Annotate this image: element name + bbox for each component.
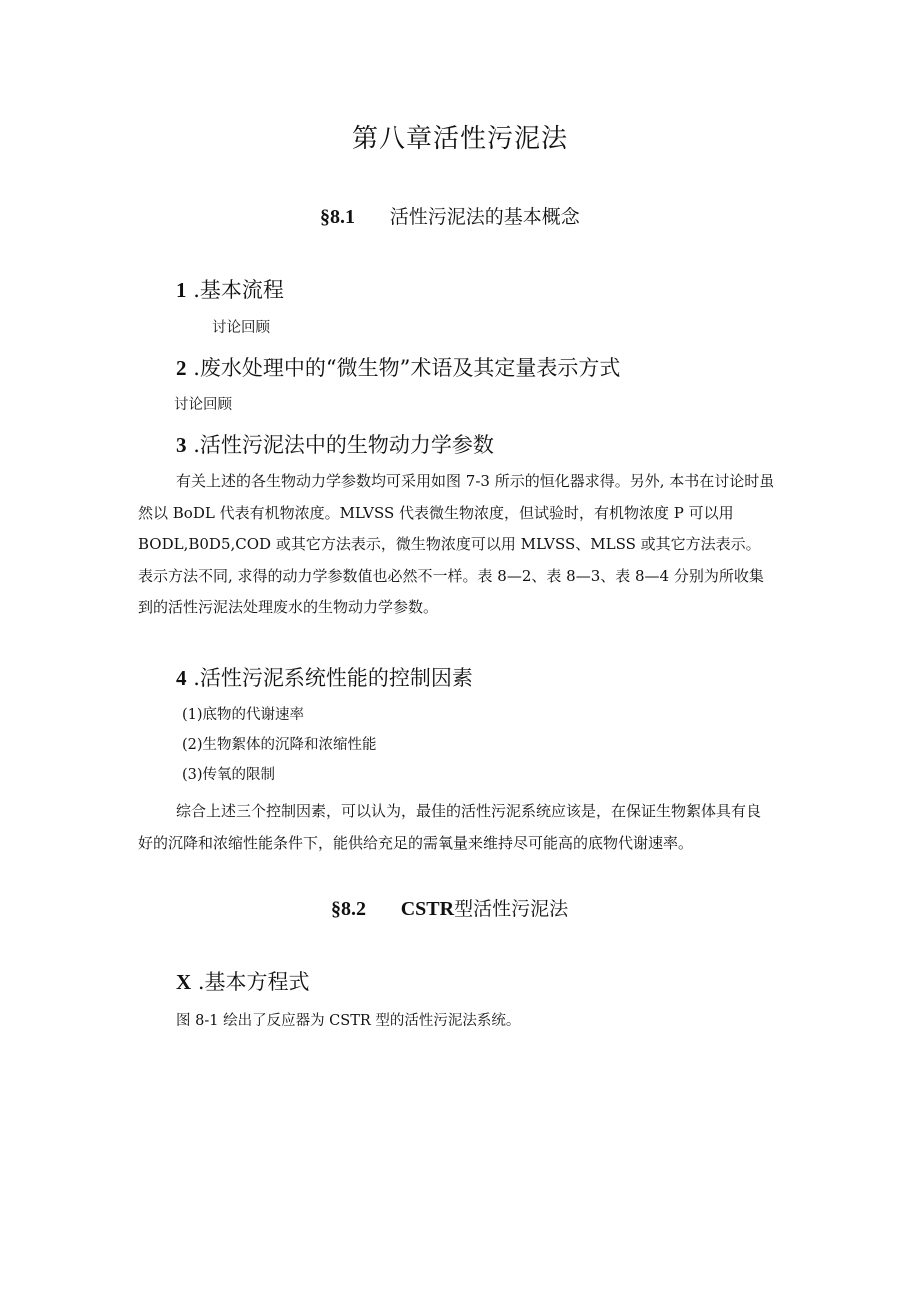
heading-number: 1 [176, 278, 187, 302]
heading-title: .基本流程 [193, 278, 284, 302]
paragraph-line: 表示方法不同, 求得的动力学参数值也必然不一样。表 8—2、表 8—3、表 8—4 分别为所收集 [138, 566, 764, 585]
section-title: 活性污泥法的基本概念 [389, 206, 580, 228]
heading-microbe-terms [176, 352, 620, 382]
heading-kinetic-parameters [176, 429, 494, 459]
heading-number: X [176, 970, 192, 994]
heading-control-factors [176, 662, 473, 692]
factor-item: (2)生物絮体的沉降和浓缩性能 [182, 737, 377, 753]
heading-title: .废水处理中的“微生物”术语及其定量表示方式 [193, 356, 621, 380]
paragraph-line: 有关上述的各生物动力学参数均可采用如图 7-3 所示的恒化器求得。另外, 本书在讨论时虽 [176, 472, 775, 490]
section-title-abbrev: CSTR [400, 898, 455, 920]
discussion-note: 讨论回顾 [212, 320, 270, 336]
chapter-title: 第八章活性污泥法 [351, 124, 568, 154]
discussion-note: 讨论回顾 [174, 397, 232, 413]
paragraph-line: 综合上述三个控制因素，可以认为，最佳的活性污泥系统应该是，在保证生物絮体具有良 [176, 802, 762, 820]
section-8-1-heading [320, 202, 580, 229]
heading-title: .基本方程式 [197, 970, 310, 994]
section-number: §8.2 [331, 898, 366, 920]
section-title: 型活性污泥法 [454, 898, 569, 920]
factor-item: (3)传氧的限制 [182, 767, 276, 783]
summary-paragraph [138, 796, 794, 859]
heading-title: .活性污泥系统性能的控制因素 [193, 666, 473, 690]
paragraph-line: 然以 BoDL 代表有机物浓度。MLVSS 代表微生物浓度，但试验时，有机物浓度 P 可以用 [138, 503, 734, 522]
heading-title: .活性污泥法中的生物动力学参数 [193, 433, 494, 457]
figure-reference: 图 8-1 绘出了反应器为 CSTR 型的活性污泥法系统。 [176, 1013, 521, 1029]
kinetics-paragraph [138, 466, 794, 624]
heading-basic-flow [176, 274, 284, 304]
heading-number: 4 [176, 666, 187, 690]
section-8-2-heading [331, 894, 568, 921]
paragraph-line: 好的沉降和浓缩性能条件下，能供给充足的需氧量来维持尽可能高的底物代谢速率。 [138, 833, 694, 852]
paragraph-line: BODL,B0D5,COD 或其它方法表示，微生物浓度可以用 MLVSS、MLSS 或其它方法表示。 [138, 535, 761, 553]
heading-number: 3 [176, 433, 187, 457]
heading-number: 2 [176, 356, 187, 380]
heading-basic-equations [176, 966, 310, 996]
section-number: §8.1 [320, 206, 355, 228]
paragraph-line: 到的活性污泥法处理废水的生物动力学参数。 [138, 598, 439, 616]
factor-item: (1)底物的代谢速率 [182, 707, 305, 723]
